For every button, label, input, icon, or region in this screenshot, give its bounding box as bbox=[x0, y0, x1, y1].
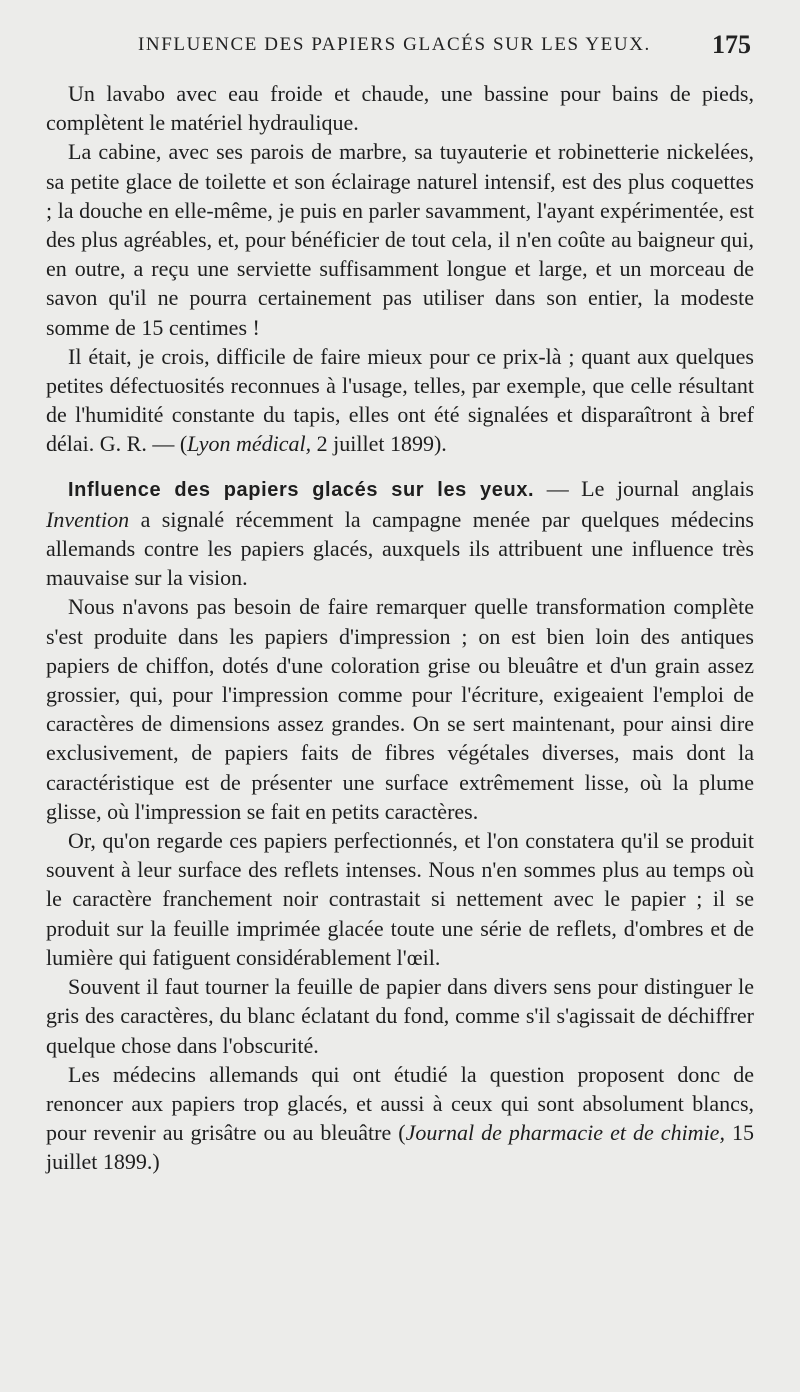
paragraph-lavabo: Un lavabo avec eau froide et chaude, une bassine pour bains de pieds, complètent le matériel hydraulique. bbox=[46, 81, 754, 136]
paragraph-tourner-feuille: Souvent il faut tourner la feuille de papier dans divers sens pour distinguer le gris des caractères, du blanc éclatant du fond, comme s'il s'agissait de déchiffrer quelque chose dans l'obscurité. bbox=[46, 974, 754, 1058]
section-title: Influence des papiers glacés sur les yeux. bbox=[68, 478, 535, 501]
paragraph-cabine: La cabine, avec ses parois de marbre, sa tuyauterie et robinetterie nickelées, sa petite glace de toilette et son éclairage naturel intensif, est des plus coquettes ; la douche en elle-même, je puis en parler savamment, l'ayant expérimentée, est des plus agréables, et, pour bénéficier de tout cela, il n'en coûte au baigneur qui, en outre, a reçu une serviette suffisamment longue et large, et un morceau de savon qu'il ne pourra certainement pas utiliser dans son entier, la modeste somme de 15 centimes ! bbox=[46, 139, 754, 340]
journal-invention: Invention bbox=[46, 506, 130, 532]
paragraph-conclusion bbox=[46, 1060, 754, 1177]
paragraph-defectuosites-text: Il était, je crois, difficile de faire mieux pour ce prix-là ; quant aux quelques petites défectuosités reconnues à l'usage, telles, par exemple, que celle résultant de l'humidité constante du tapis, elles ont été signalées et disparaîtront à bref délai. G. R. — ( bbox=[46, 343, 754, 457]
paragraph-section-intro bbox=[46, 474, 754, 593]
paragraph-transformation: Nous n'avons pas besoin de faire remarquer quelle transformation complète s'est produite dans les papiers d'impression ; on est bien loin des antiques papiers de chiffon, dotés d'une coloration grise ou bleuâtre et d'un grain assez grossier, qui, pour l'impression comme pour l'écriture, exigeaient l'emploi de caractères de dimensions assez grandes. On se sert maintenant, pour ainsi dire exclusivement, de papiers faits de fibres végétales diverses, mais dont la caractéristique est de présenter une surface extrêmement lisse, où la plume glisse, où l'impression se fait en petits caractères. bbox=[46, 594, 754, 824]
intro-text-a: — Le journal anglais bbox=[534, 475, 754, 501]
running-title: INFLUENCE DES PAPIERS GLACÉS SUR LES YEUX. bbox=[138, 34, 651, 55]
section-spacer bbox=[46, 459, 754, 474]
source-date-pharmacie: 15 juillet 1899.) bbox=[46, 1120, 755, 1175]
intro-text-b: a signalé récemment la campagne menée par quelques médecins allemands contre les papiers glacés, auxquels ils attribuent une influence très mauvaise sur la vision. bbox=[46, 506, 754, 591]
source-date-lyon: 2 juillet 1899). bbox=[311, 431, 447, 457]
conclusion-text: Les médecins allemands qui ont étudié la question proposent donc de renoncer aux papiers trop glacés, et aussi à ceux qui sont absolument blancs, pour revenir au grisâtre ou au bleuâtre ( bbox=[46, 1061, 754, 1146]
source-lyon-medical: Lyon médical, bbox=[187, 431, 312, 457]
paragraph-reflets: Or, qu'on regarde ces papiers perfectionnés, et l'on constatera qu'il se produit souvent à leur surface des reflets intenses. Nous n'en sommes plus au temps où le caractère franchement noir contrastait si nettement avec le papier ; il se produit sur la feuille imprimée glacée toute une série de reflets, d'ombres et de lumière qui fatiguent considérablement l'œil. bbox=[46, 828, 754, 970]
page-number: 175 bbox=[712, 30, 751, 59]
paragraph-defectuosites bbox=[46, 342, 754, 459]
page-header bbox=[0, 30, 800, 74]
source-journal-pharmacie: Journal de pharmacie et de chimie, bbox=[405, 1120, 725, 1146]
page-body bbox=[46, 79, 754, 1177]
